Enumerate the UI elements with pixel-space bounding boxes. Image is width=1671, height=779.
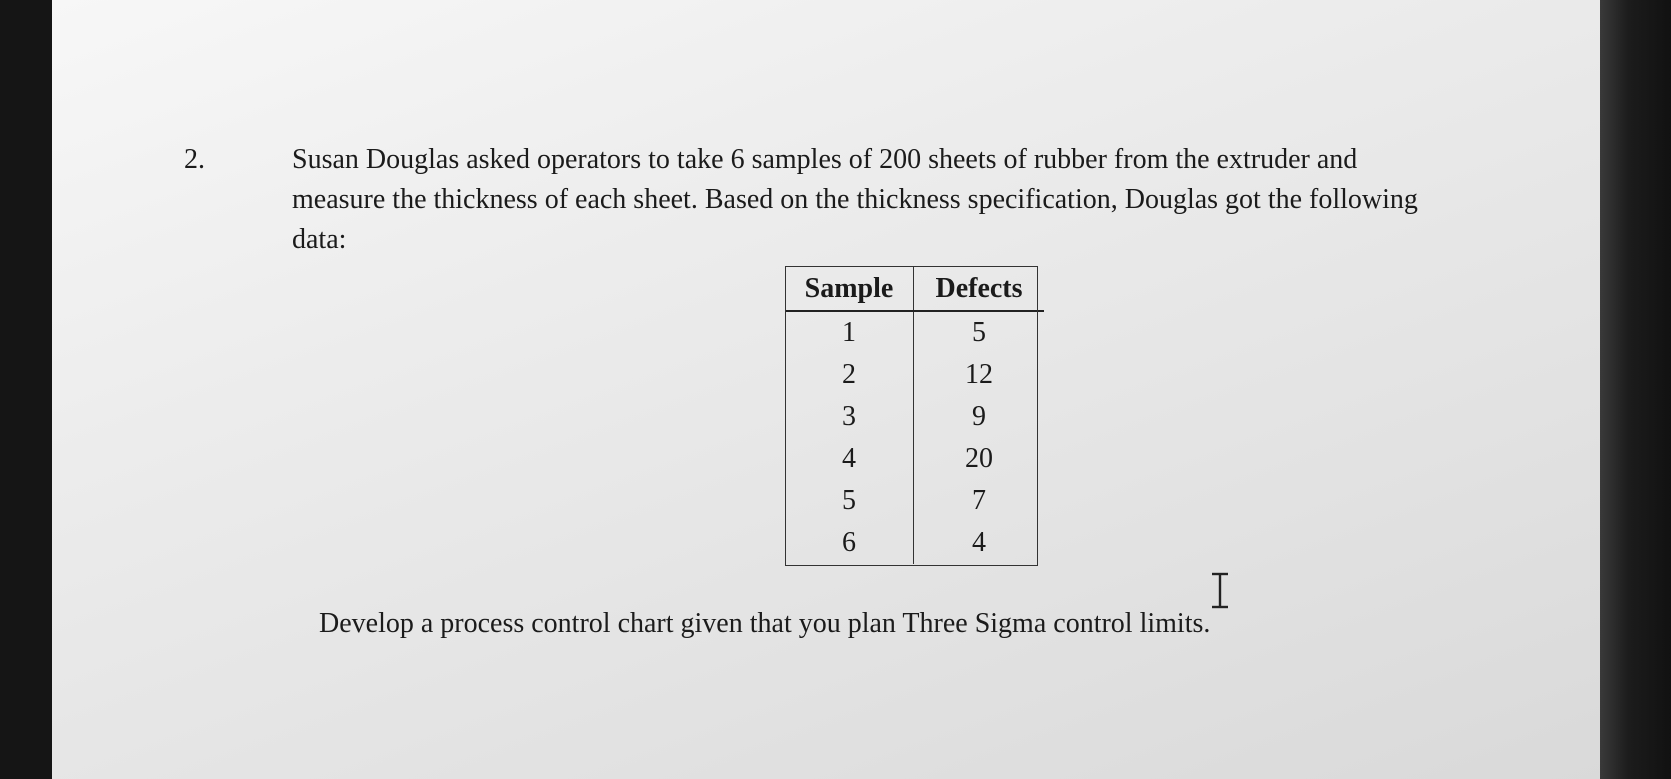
question-text [292,140,1572,260]
table-row [785,522,1044,564]
cell-sample: 1 [785,311,914,354]
cell-sample: 5 [785,480,914,522]
defects-table [785,266,1044,564]
cell-defects: 7 [972,485,986,516]
cell-defects: 5 [972,317,986,348]
table-row [785,354,1044,396]
table-header-row [785,266,1044,311]
monitor-bezel [1600,0,1671,779]
document-page [52,0,1612,779]
cell-sample: 6 [785,522,914,564]
cell-sample: 3 [785,396,914,438]
question-line-1: Susan Douglas asked operators to take 6 samples of 200 sheets of rubber from the extruder and [292,144,1358,175]
header-defects: Defects [914,266,1045,311]
question-line-3: data: [292,224,347,255]
cell-sample: 2 [785,354,914,396]
cell-defects: 4 [972,527,986,558]
table-row [785,438,1044,480]
cell-defects: 12 [965,359,993,390]
header-sample: Sample [785,266,914,311]
question-number: 2. [184,144,205,175]
table-row [785,480,1044,522]
cell-sample: 4 [785,438,914,480]
question-line-2: measure the thickness of each sheet. Based on the thickness specification, Douglas got the following [292,184,1418,215]
cell-defects: 20 [965,443,993,474]
instruction-text: Develop a process control chart given that you plan Three Sigma control limits. [319,608,1211,639]
table-row [785,311,1044,354]
table-row [785,396,1044,438]
cell-defects: 9 [972,401,986,432]
text-cursor-icon [1208,572,1232,610]
